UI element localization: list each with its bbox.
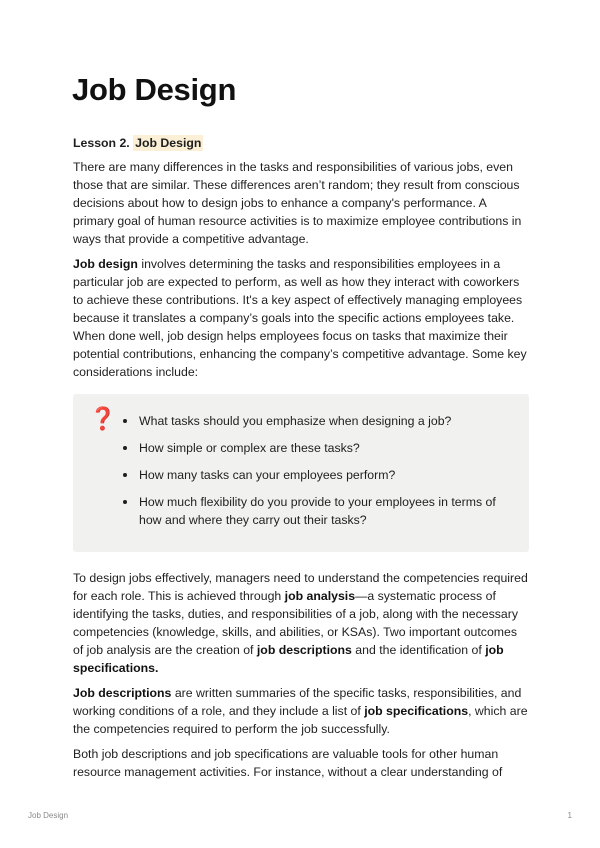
term-job-design: Job design bbox=[73, 257, 138, 271]
intro-paragraph: There are many differences in the tasks and responsibilities of various jobs, even those that are similar. These differences aren’t random; they result from conscious decisions about how to design jobs to enhance a company's performance. A primary goal of human resource activities is to maximize employee contributions in ways that provide a competitive advantage. bbox=[73, 160, 522, 246]
considerations-callout bbox=[73, 394, 529, 552]
list-item: How much flexibility do you provide to your employees in terms of how and where they carry out their tasks? bbox=[119, 493, 517, 529]
term-job-descriptions: Job descriptions bbox=[73, 686, 172, 700]
job-descriptions-paragraph bbox=[73, 684, 529, 738]
question-mark-icon: ❓ bbox=[89, 406, 117, 431]
text-span: —a systematic process of identifying the tasks, duties, and responsibilities of a job, along with the necessary competencies (knowledge, skills, and abilities, or KSAs). Two important outcomes of job analysis are the creation of bbox=[73, 589, 518, 657]
term-job-analysis: job analysis bbox=[284, 589, 356, 603]
job-analysis-paragraph bbox=[73, 569, 529, 677]
text-span: , which are the competencies required to perform the job successfully. bbox=[73, 704, 528, 736]
footer-label: Job Design bbox=[28, 811, 69, 820]
list-item: What tasks should you emphasize when designing a job? bbox=[119, 412, 517, 430]
job-design-text: involves determining the tasks and responsibilities employees in a particular job are expected to perform, as well as how they interact with coworkers to achieve these contributions. It's a key aspect of effectively managing employees because it translates a company’s goals into the specific actions employees take. When done well, job design helps employees focus on tasks that maximize their potential contributions, enhancing the company’s competitive advantage. Some key considerations include: bbox=[73, 257, 527, 379]
text-span: and the identification of bbox=[351, 643, 486, 657]
lesson-prefix: Lesson 2. bbox=[73, 136, 134, 150]
lesson-highlight: Job Design bbox=[135, 136, 202, 150]
text-span: are written summaries of the specific tasks, responsibilities, and working conditions of a role, and they include a list of bbox=[73, 686, 522, 718]
considerations-list bbox=[119, 406, 517, 538]
term-job-specifications: job specifications bbox=[364, 704, 469, 718]
lesson-heading bbox=[73, 134, 529, 152]
list-item: How simple or complex are these tasks? bbox=[119, 439, 517, 457]
document-body bbox=[73, 134, 529, 788]
text-span: To design jobs effectively, managers need to understand the competencies required for each role. This is achieved through bbox=[73, 571, 528, 603]
tools-paragraph: Both job descriptions and job specifications are valuable tools for other human resource management activities. For instance, without a clear understanding of bbox=[73, 747, 503, 779]
term-job-specifications: job specifications. bbox=[73, 643, 504, 675]
page-number: 1 bbox=[567, 811, 572, 820]
page-title: Job Design bbox=[72, 72, 237, 107]
job-design-paragraph bbox=[73, 255, 529, 381]
term-job-descriptions: job descriptions bbox=[256, 643, 352, 657]
list-item: How many tasks can your employees perform? bbox=[119, 466, 517, 484]
